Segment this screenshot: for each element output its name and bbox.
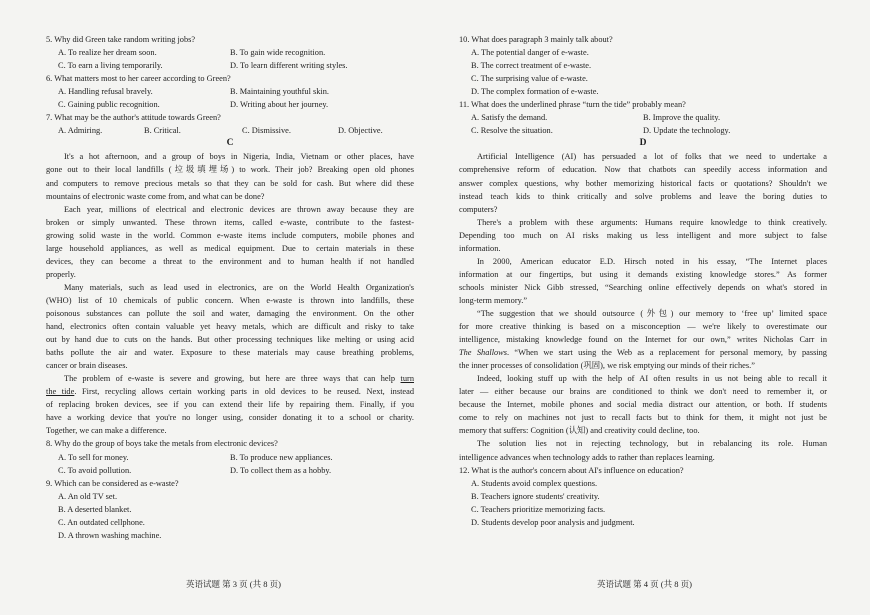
text-line: hand, electronics often contain valuable yet heavy metals, which are difficult and risky to take (46, 322, 414, 332)
q6-option-a[interactable]: A. Handling refusal bravely. (58, 87, 153, 97)
passage-c-paragraph-4 (46, 372, 414, 437)
q11-option-b[interactable]: B. Improve the quality. (643, 113, 721, 123)
text-line: poisonous substances can pollute the soil and water, damaging the environment. On the other (46, 308, 414, 318)
text-line: baths pollute the air and water. Exposure to these materials may cause breathing problems, (46, 348, 414, 358)
q7-option-b[interactable]: B. Critical. (144, 126, 181, 136)
text-run: . First, recycling allows certain working parts in old devices to be reused. Next, instead (74, 387, 414, 397)
q6-option-b[interactable]: B. Maintaining youthful skin. (230, 87, 329, 97)
q7-option-d[interactable]: D. Objective. (338, 126, 383, 136)
text-line: have a working device that you're no longer using, consider donating it to a school or charity. (46, 413, 414, 423)
q9-option-c[interactable]: C. An outdated cellphone. (58, 517, 145, 527)
text-line: devices, they can become a threat to the environment and to human health if not handled (46, 256, 414, 266)
q12-option-b[interactable]: B. Teachers ignore students' creativity. (471, 491, 600, 501)
q8-option-d[interactable]: D. To collect them as a hobby. (230, 465, 332, 475)
q12-option-a[interactable]: A. Students avoid complex questions. (471, 478, 598, 488)
q6-option-c[interactable]: C. Gaining public recognition. (58, 100, 160, 110)
q9-stem: 9. Which can be considered as e-waste? (46, 478, 179, 488)
text-line: (WHO) list of 10 chemicals of public concern. When e-waste is thrown into landfills, these (46, 295, 414, 305)
text-line: Indeed, looking stuff up with the help of AI often results in us not being able to recall it (477, 374, 827, 384)
section-c-heading: C (226, 138, 234, 149)
text-line: There's a problem with these arguments: Humans require knowledge to think creatively. (477, 217, 827, 227)
text-run: . “When we start using the Web as a replacement for personal memory, by passing (507, 348, 827, 358)
q12-stem: 12. What is the author's concern about AI's influence on education? (459, 465, 684, 475)
q12-option-d[interactable]: D. Students develop poor analysis and judgment. (471, 517, 635, 527)
q11-option-c[interactable]: C. Resolve the situation. (471, 126, 553, 136)
text-line: because the Internet, mobile phones and social media distract our attention, or both. If students (459, 400, 827, 410)
text-run: The problem of e-waste is severe and growing, but here are three ways that can help (64, 374, 401, 384)
book-title: The Shallows (459, 348, 507, 358)
q11-options-row1 (459, 111, 827, 124)
text-line: come to rely on machines not just to recall facts but to think for them, it might not just be (459, 413, 827, 423)
text-line (46, 385, 414, 398)
q9-option-b[interactable]: B. A deserted blanket. (58, 504, 132, 514)
text-line: intelligence advances when technology adds to rather than replaces learning. (459, 452, 715, 462)
q5-options-row2 (46, 59, 414, 72)
text-line: information. (459, 243, 501, 253)
section-d-heading: D (639, 138, 647, 149)
passage-d-paragraph-3 (459, 255, 827, 307)
q11-option-a[interactable]: A. Satisfy the demand. (471, 113, 548, 123)
q7-option-c[interactable]: C. Dismissive. (242, 126, 291, 136)
q8-option-c[interactable]: C. To avoid pollution. (58, 465, 132, 475)
text-line: schools minister Nick Gibb stressed, “Searching online effectively depends on what's stored in (459, 282, 827, 292)
text-line: The solution lies not in rejecting technology, but in rebalancing its role. Human (477, 439, 827, 449)
text-line: Many materials, such as lead used in electronics, are on the World Health Organization's (64, 282, 414, 292)
passage-d-paragraph-2 (459, 216, 827, 255)
text-line: mountains of electronic waste come from, and what can be done? (46, 191, 265, 201)
q11-options-row2 (459, 124, 827, 137)
q8-options-row2 (46, 464, 414, 477)
q5-option-d[interactable]: D. To learn different writing styles. (230, 61, 348, 71)
text-line (46, 372, 414, 385)
text-line: memory that suffers: Cognition (认知) and creativity could decline, too. (459, 426, 700, 436)
right-page-footer: 英语试题 第 4 页 (共 8 页) (597, 579, 692, 589)
passage-d-paragraph-1 (459, 150, 827, 215)
text-line: In 2000, American educator E.D. Hirsch noted in his essay, “The Internet places (477, 256, 827, 266)
q11-stem: 11. What does the underlined phrase “turn the tide” probably mean? (459, 100, 686, 110)
passage-c-paragraph-1 (46, 150, 414, 202)
text-line: later — either because our brains are conditioned to think we don't need to remember it, or (459, 387, 827, 397)
text-line: Artificial Intelligence (AI) has persuaded a lot of folks that we need to undertake a (477, 152, 827, 162)
passage-d-paragraph-6 (459, 437, 827, 463)
q5-options-row1 (46, 46, 414, 59)
passage-d-paragraph-4 (459, 307, 827, 372)
q11-option-d[interactable]: D. Update the technology. (643, 126, 731, 136)
q12-option-c[interactable]: C. Teachers prioritize memorizing facts. (471, 504, 606, 514)
text-line: comprehensive reform of education. Now that chatbots can speedily access information and (459, 165, 827, 175)
q5-option-b[interactable]: B. To gain wide recognition. (230, 48, 326, 58)
text-line: “The suggestion that we should outsource (外包) our memory to ‘free up’ limited space (477, 308, 827, 318)
q8-stem: 8. Why do the group of boys take the metals from electronic devices? (46, 439, 278, 449)
q8-option-b[interactable]: B. To produce new appliances. (230, 452, 333, 462)
q8-options-row1 (46, 451, 414, 464)
q6-stem: 6. What matters most to her career according to Green? (46, 74, 231, 84)
text-line: answer complex questions, why bother memorizing historical facts or quotations? Shouldn't we (459, 178, 827, 188)
q7-options (46, 124, 414, 137)
text-line: broken or simply unwanted. These thrown items, called e-waste, contribute to the fastest- (46, 217, 414, 227)
q7-option-a[interactable]: A. Admiring. (58, 126, 103, 136)
q5-option-a[interactable]: A. To realize her dream soon. (58, 48, 157, 58)
passage-d-paragraph-5 (459, 372, 827, 437)
text-line (459, 346, 827, 359)
text-line: large household appliances, as well as medical equipment. Due to certain materials in these (46, 243, 414, 253)
text-line: gone out to their local landfills (垃圾填埋场) to work. Their job? Breaking open old phones (46, 165, 414, 175)
q6-option-d[interactable]: D. Writing about her journey. (230, 100, 329, 110)
q6-options-row1 (46, 85, 414, 98)
q10-option-b[interactable]: B. The correct treatment of e-waste. (471, 61, 592, 71)
q9-option-d[interactable]: D. A thrown washing machine. (58, 530, 162, 540)
text-line: long-term memory.” (459, 295, 528, 305)
q7-stem: 7. What may be the author's attitude towards Green? (46, 113, 221, 123)
text-line: of replacing broken devices, see if you can extend their life by repairing them. Finally, if you (46, 400, 414, 410)
q5-option-c[interactable]: C. To earn a living temporarily. (58, 61, 163, 71)
q10-option-c[interactable]: C. The surprising value of e-waste. (471, 74, 588, 84)
text-line: Each year, millions of electrical and electronic devices are thrown away because they are (64, 204, 414, 214)
text-line: out by hand due to cuts on the hands. But other processing techniques like melting or using acid (46, 335, 414, 345)
underlined-phrase: turn (400, 374, 414, 384)
text-line: growing solid waste in the world. Common e-waste items include computers, mobile phones and (46, 230, 414, 240)
text-line: properly. (46, 269, 76, 279)
text-line: for more creative thinking is based on a misconception — we're likely to overestimate our (459, 322, 827, 332)
text-line: and computers to remove precious metals so that they can be sold for cash. But where did these (46, 178, 414, 188)
q9-option-a[interactable]: A. An old TV set. (58, 491, 118, 501)
q6-options-row2 (46, 98, 414, 111)
left-page-footer: 英语试题 第 3 页 (共 8 页) (186, 579, 281, 589)
underlined-phrase: the tide (46, 387, 75, 397)
q5-stem: 5. Why did Green take random writing jobs? (46, 35, 196, 44)
text-line: the inner processes of consolidation (巩固), we risk emptying our minds of their riches.” (459, 361, 755, 371)
text-line: Together, we can make a difference. (46, 426, 167, 436)
text-line: computers? (459, 204, 498, 214)
text-line: It's a hot afternoon, and a group of boys in Nigeria, India, Vietnam or other places, have (64, 152, 414, 162)
text-line: cancer or brain diseases. (46, 361, 128, 371)
q8-option-a[interactable]: A. To sell for money. (58, 452, 129, 462)
q10-stem: 10. What does paragraph 3 mainly talk about? (459, 35, 613, 44)
q10-option-a[interactable]: A. The potential danger of e-waste. (471, 48, 589, 58)
text-line: intelligence, mistaking knowledge found on the Internet for our own,” writes Nicholas Carr in (459, 335, 827, 345)
left-page (46, 33, 414, 542)
q10-option-d[interactable]: D. The complex formation of e-waste. (471, 87, 599, 97)
passage-c-paragraph-2 (46, 203, 414, 281)
passage-c-paragraph-3 (46, 281, 414, 372)
text-line: instead teach kids to think critically and solve problems and leave the boring duties to (459, 191, 827, 201)
right-page (459, 33, 827, 529)
text-line: Depending too much on AI risks making us less intelligent and more subject to false (459, 230, 827, 240)
text-line: information at our fingertips, but using it demands existing knowledge stores.” As former (459, 269, 827, 279)
